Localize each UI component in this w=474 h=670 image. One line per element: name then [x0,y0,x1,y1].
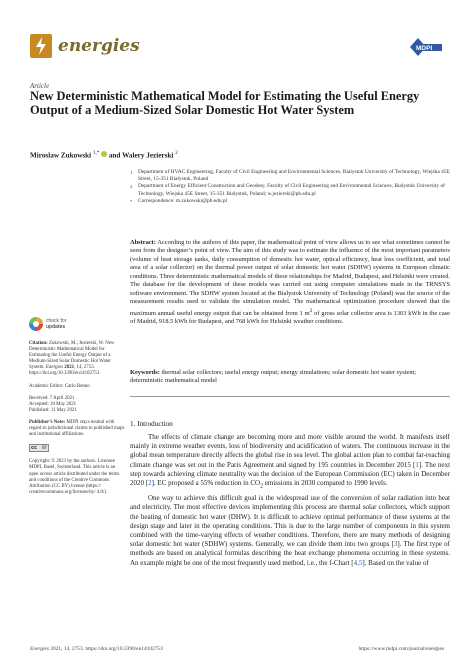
keywords-label: Keywords: [130,369,160,376]
introduction-body [130,433,450,570]
abstract-text-end: of gross solar collector area is 1303 kWh in the case of Madrid, 918.5 kWh for Budapest, and 768 kWh for Helsinki weather conditions. [130,309,451,326]
article-type: Article [30,82,50,90]
publisher-note-text: MDPI stays neutral with regard to jurisdictional claims in published maps and institutional affiliations. [29,419,125,438]
footer-journal-url[interactable]: https://www.mdpi.com/journal/energies [358,646,444,652]
check-for-updates-badge[interactable] [29,317,77,335]
citation-block [29,341,125,378]
paragraph-2: One way to achieve this difficult goal is the widespread use of the conversion of solar radiation into heat and electricity. The most effective devices implementing this process are thermal solar collectors, which support the heating of domestic hot water (DHW). It is difficult to achieve optimal performance of these systems at the design stage and later in the operating conditions. This is due to the large number of components in this system combined with the time-varying effects of weather conditions. Therefore, there are many methods of designing solar domestic hot water (SDHW) systems. Generally, we can divide them into two groups [3]. The first type of methods are based on analytical formulas describing the heat exchange phenomena occurring in these systems. An example might be one of the most frequently used method, i.e., the f-Chart [4,5]. Based on the value of [130,494,450,567]
citation-doi[interactable]: , 14, 2753. https://doi.org/10.3390/en14102753 [29,365,100,377]
affiliation-text: Department of Energy Efficient Construction and Geodesy, Faculty of Civil Engineering and Environmental Sciences, Bialystok University of Technology, Wiejska 45E Street, 15-351 Bialystok, Poland; w.jezierski@pb.edu.pl [138,183,445,197]
received-date: Received: 7 April 2021 [29,395,75,401]
author-2-affiliation: 2 [175,151,178,156]
footer-citation: Energies 2021, 14, 2753. https://doi.org/10.3390/en14102753 [30,646,163,652]
accepted-date: Accepted: 10 May 2021 [29,401,77,407]
citation-journal: Energies [45,365,64,371]
author-1-name[interactable]: Miroslaw Zukowski [30,151,92,160]
abstract-text: According to the authors of this paper, the mathematical point of view allows us to see what sometimes cannot be seen from the designer’s point of view. The aim of this study was to estimate the influence of the most important parameters (volume of heat storage tanks, daily consumption of domestic hot water, optical efficiency, heat loss coefficient, and total area of a solar collector) on the thermal power output of solar domestic hot water (SDHW) systems in European climatic conditions. Three deterministic mathematical models of these relationships for Madrid, Budapest, and Helsinki were created. The database for the development of these models was carried out using computer simulations made in the TRNSYS software environment. The SDHW system located at the Bialystok University of Technology (Poland) was the source of the measurement results used to validate the simulation model. The mathematical optimization procedure showed that the maximum annual useful energy output that can be obtained from 1 m [130,239,450,317]
citation-year: 2021 [64,365,75,371]
affiliations [130,169,450,205]
author-list [30,151,178,159]
affiliation-number: * [130,198,133,204]
author-connector: and [108,151,121,160]
affiliation-item [130,198,450,205]
correspondence-text[interactable]: Correspondence: m.zukowski@pb.edu.pl [138,197,228,204]
reference-link[interactable]: 4,5 [353,558,363,567]
academic-editor: Academic Editor: Carlo Renno [29,383,90,389]
check-updates-label: check for updates [46,318,67,330]
keywords [130,369,450,386]
reference-link[interactable]: 3 [393,540,398,549]
abstract [130,239,450,327]
energies-logo-icon [30,34,52,58]
orcid-icon[interactable] [101,151,107,157]
author-1-affiliation: 1,* [92,151,100,156]
affiliation-item [130,169,450,183]
citation-label: Citation: [29,341,48,346]
paragraph-1: The effects of climate change are becoming more and more visible around the world. It manifests itself mainly in extreme weather events, loss of biodiversity and acidification of waters. The continuous increase in the global mean temperature directly affects the global rise in sea level. The global action plan to combat far-reaching climate change was set out in the Paris Agreement and signed by 195 countries in December 2015 [1]. The next step towards achieving climate neutrality was the decision of the European Commission (EC) taken in December 2020 [2]. EC proposed a 55% reduction in $CO_2$ emissions in 2030 compared to 1990 levels. [130,433,451,490]
author-2-name[interactable]: Walery Jezierski [122,151,174,160]
published-date: Published: 11 May 2021 [29,407,77,413]
abstract-label: Abstract: [130,239,156,246]
mdpi-logo-text: MDPI [416,45,433,52]
section-divider [130,396,450,397]
article-title: New Deterministic Mathematical Model for Estimating the Useful Energy Output of a Medium-Sized Solar Domestic Hot Water System [30,89,420,117]
article-sidebar [29,341,125,502]
affiliation-item [130,183,450,197]
citation-text: Zukowski, M.; Jezierski, W. New Deterministic Mathematical Model for Estimating the Useful Energy Output of a Medium-Sized Solar Domestic Hot Water System. [29,341,115,371]
check-updates-icon [29,317,43,331]
cc-by-license-icon[interactable] [29,444,49,452]
section-heading: 1. Introduction [130,420,173,428]
affiliation-number: 1 [130,170,133,175]
affiliation-text: Department of HVAC Engineering, Faculty of Civil Engineering and Environmental Sciences, Bialystok University of Technology, Wiejska 45E Street, 15-351 Bialystok, Poland [138,169,450,183]
publisher-note [29,420,125,438]
mdpi-logo-icon[interactable] [408,36,444,58]
publisher-note-label: Publisher’s Note: [29,419,66,425]
dates-block [29,396,125,414]
reference-link[interactable]: 1 [415,460,419,469]
keywords-text: thermal solar collectors; useful energy output; energy simulations; solar domestic hot water system; deterministic mathematical model [130,369,417,385]
journal-header [30,34,444,60]
abstract-superscript: 2 [309,307,313,314]
journal-name: energies [58,36,140,56]
affiliation-number: 2 [130,184,133,190]
copyright-text: Copyright: © 2021 by the authors. Licensee MDPI, Basel, Switzerland. This article is an open access article distributed under the terms and conditions of the Creative Commons Attribution (CC BY) license (https:// creativecommons.org/licenses/by/ 4.0/). [29,459,120,495]
reference-link[interactable]: 2 [148,479,152,488]
